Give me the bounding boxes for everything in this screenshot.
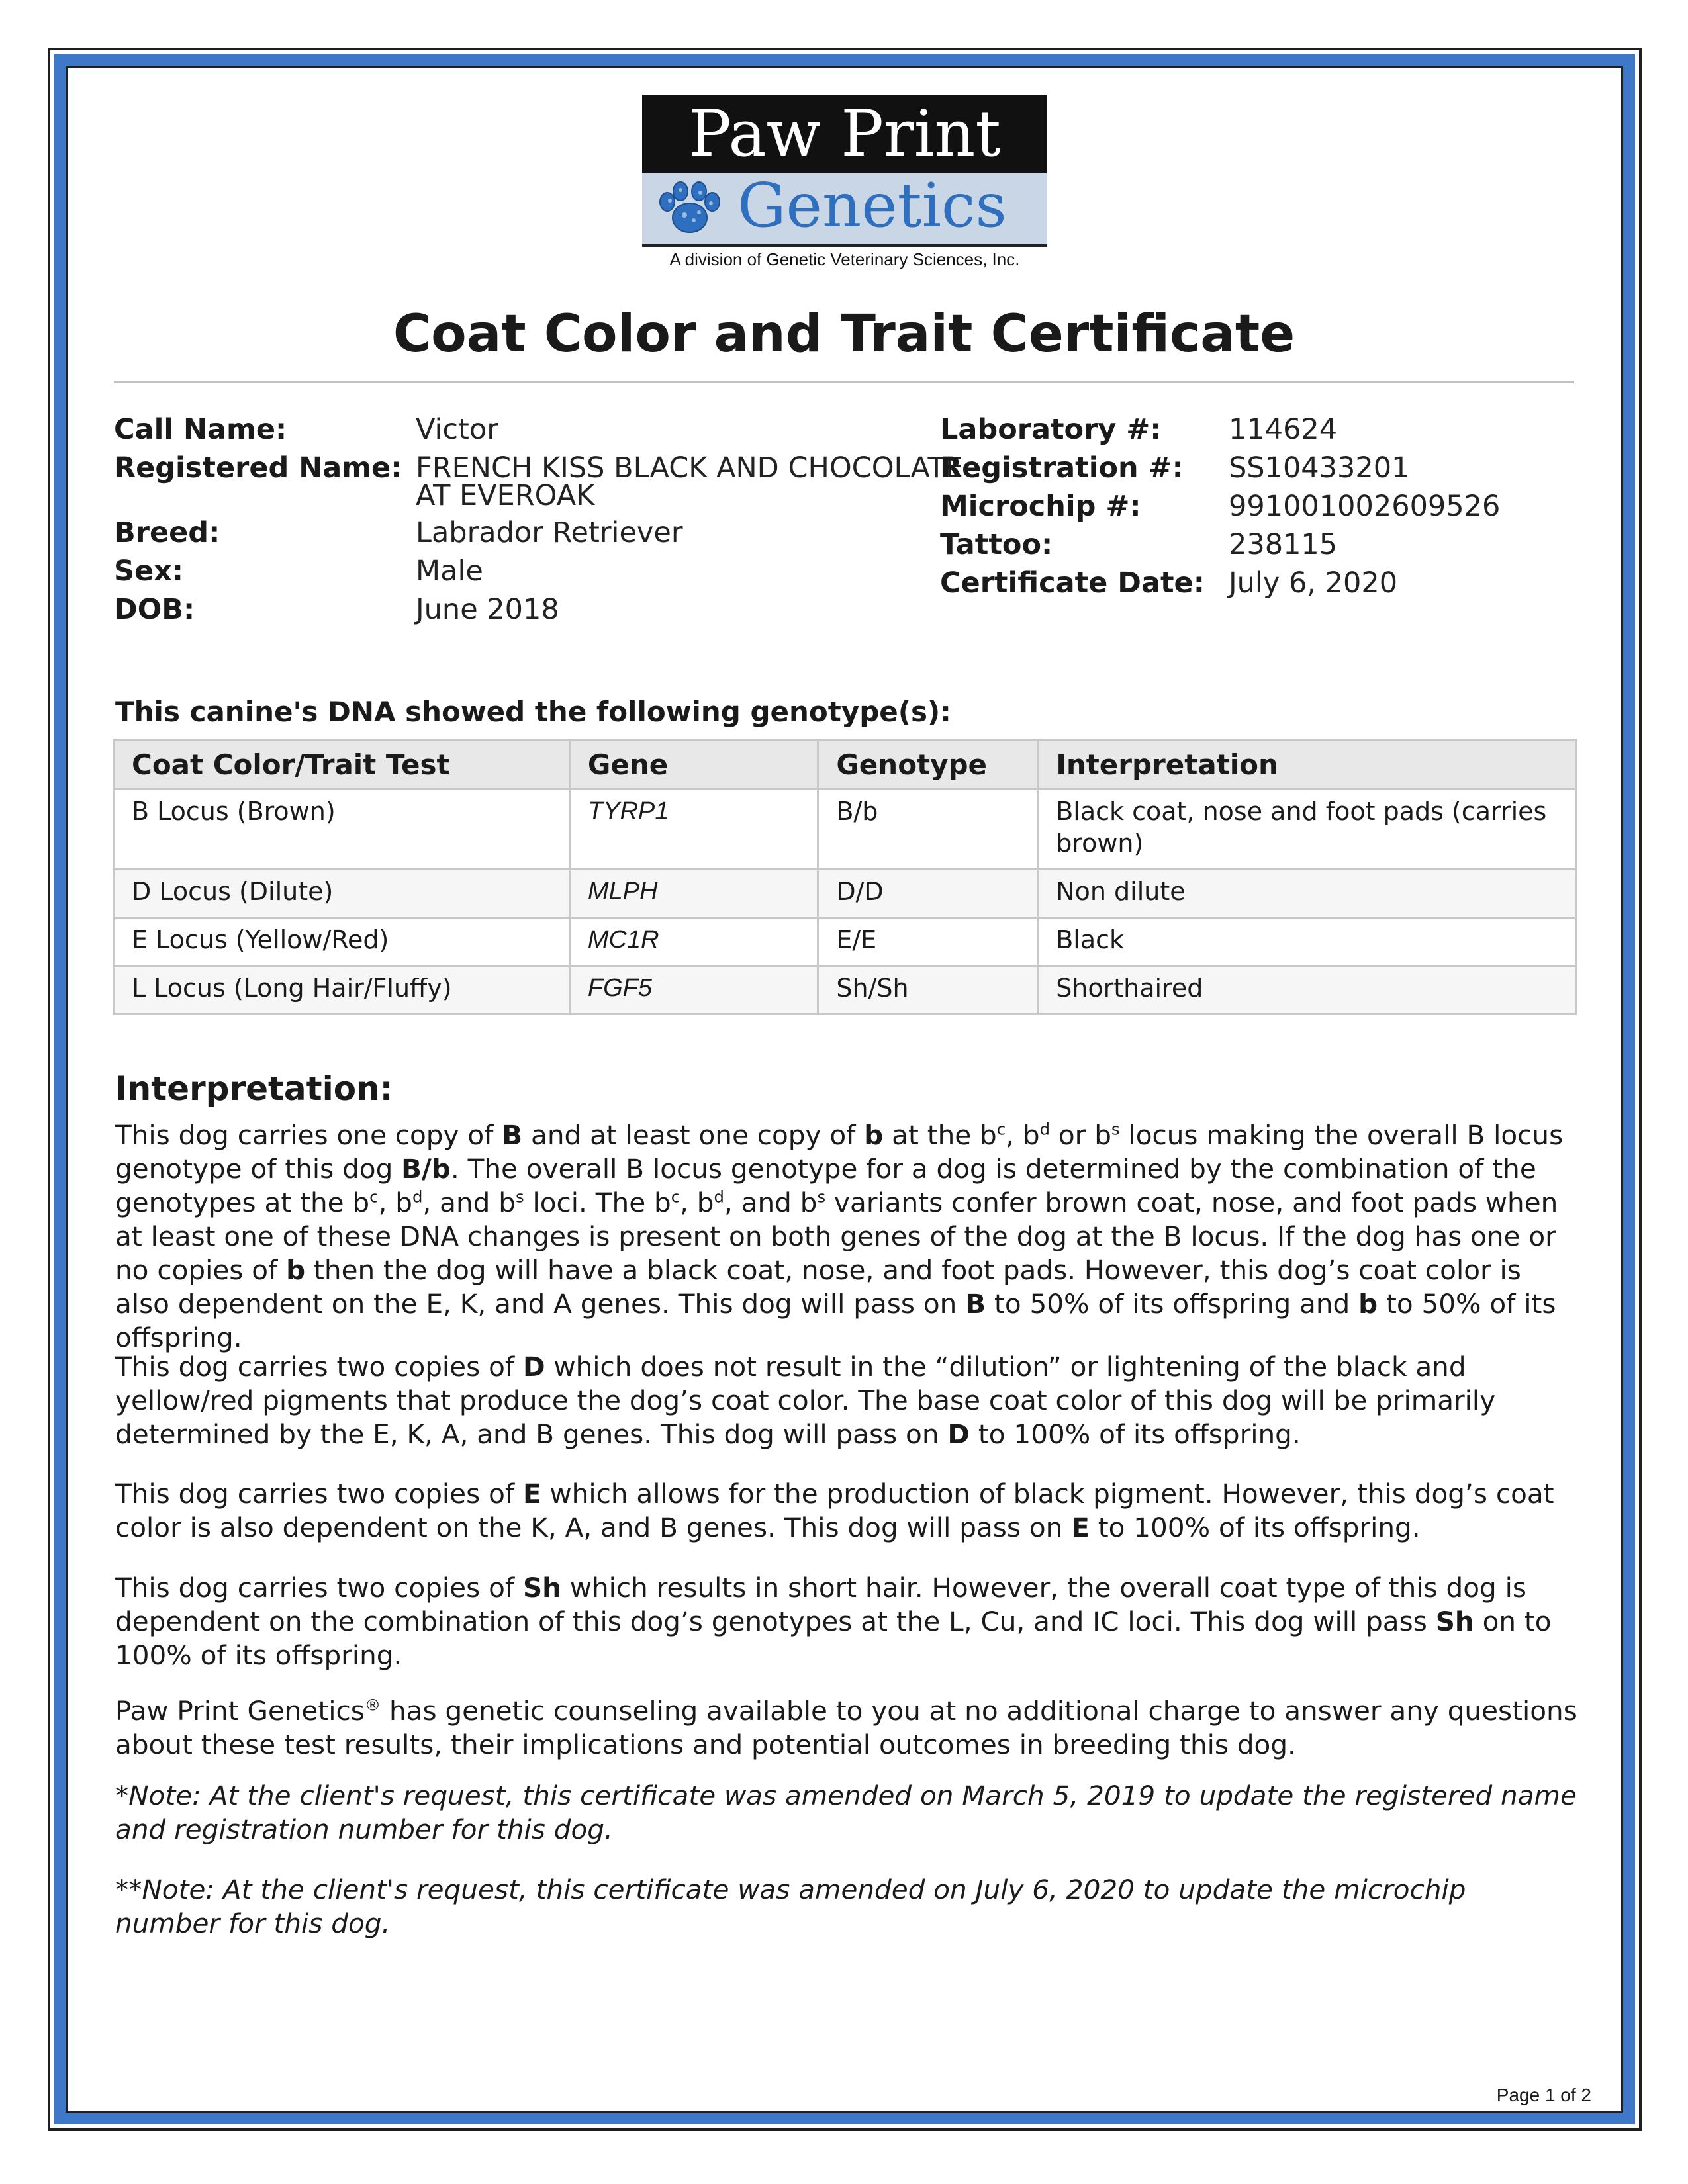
header-test: Coat Color/Trait Test	[114, 740, 570, 790]
registered-name-line1: FRENCH KISS BLACK AND CHOCOLATE	[416, 451, 963, 484]
interpretation-paragraph-b-locus: This dog carries one copy of B and at least one copy of b at the $b^c$, $b^d$ or $b^s$ locus making the overall B locus genotype of this dog B/b. The overall B locus genotype for a dog is determined by the combination of the genotypes at the $b^c$, $b^d$, and $b^s$ loci. The $b^c$, $b^d$, and $b^s$ variants confer brown coat, nose, and foot pads when at least one of these DNA changes is present on both genes of the dog at the B locus. If the dog has one or no copies of b then the dog will have a black coat, nose, and foot pads. However, this dog’s coat color is also dependent on the E, K, and A genes. This dog will pass on B to 50% of its offspring and b to 50% of its offspring.	[115, 1119, 1564, 1353]
title-divider	[114, 381, 1574, 383]
tattoo-value: 238115	[1229, 528, 1338, 561]
lab-info-labels	[940, 410, 1205, 602]
dob-label: DOB:	[114, 593, 195, 626]
row-genotype: Sh/Sh	[818, 966, 1038, 1015]
paw-icon	[643, 173, 736, 244]
genotype-table	[113, 739, 1577, 1015]
laboratory-value: 114624	[1229, 413, 1338, 446]
breed-label: Breed:	[114, 516, 220, 549]
table-row	[114, 870, 1576, 918]
amendment-note-2: **Note: At the client's request, this certificate was amended on July 6, 2020 to update the microchip number for this dog.	[115, 1874, 1466, 1939]
row-test: E Locus (Yellow/Red)	[114, 918, 570, 966]
row-test: L Locus (Long Hair/Fluffy)	[114, 966, 570, 1015]
row-interpretation-line2: brown)	[1056, 829, 1144, 858]
microchip-value: 991001002609526	[1229, 490, 1501, 523]
row-interpretation-line1: Black coat, nose and foot pads (carries	[1056, 797, 1547, 826]
sex-value: Male	[416, 555, 483, 588]
breed-value: Labrador Retriever	[416, 516, 683, 549]
header-gene: Gene	[569, 740, 818, 790]
sex-label: Sex:	[114, 555, 184, 588]
row-genotype: B/b	[818, 790, 1038, 870]
interpretation-paragraph-d-locus: This dog carries two copies of D which does not result in the “dilution” or lightening of the black and yellow/red pigments that produce the dog’s coat color. The base coat color of this dog will be primarily determined by the E, K, A, and B genes. This dog will pass on D to 100% of its offspring.	[115, 1351, 1496, 1450]
interpretation-heading: Interpretation:	[115, 1069, 393, 1108]
interpretation-paragraph-e-locus: This dog carries two copies of E which allows for the production of black pigment. However, this dog’s coat color is also dependent on the K, A, and B genes. This dog will pass on E to 100% of its offspring.	[115, 1478, 1554, 1543]
row-gene: MC1R	[569, 918, 818, 966]
certificate-date-value: July 6, 2020	[1229, 567, 1398, 600]
registered-name-value	[416, 449, 963, 514]
registered-name-label: Registered Name:	[114, 451, 402, 484]
row-genotype: D/D	[818, 870, 1038, 918]
row-gene: TYRP1	[569, 790, 818, 870]
laboratory-label: Laboratory #:	[940, 413, 1162, 446]
genotype-heading: This canine's DNA showed the following genotype(s):	[115, 696, 951, 728]
certificate-date-label: Certificate Date:	[940, 567, 1205, 600]
logo-subtitle: A division of Genetic Veterinary Sciences, Inc.	[642, 244, 1047, 268]
call-name-label: Call Name:	[114, 413, 287, 446]
table-header-row	[114, 740, 1576, 790]
row-test: D Locus (Dilute)	[114, 870, 570, 918]
dob-value: June 2018	[416, 593, 559, 626]
header-genotype: Genotype	[818, 740, 1038, 790]
interpretation-paragraph-l-locus: This dog carries two copies of Sh which results in short hair. However, the overall coat type of this dog is dependent on the combination of this dog’s genotypes at the L, Cu, and IC loci. This dog will pass Sh on to 100% of its offspring.	[115, 1572, 1552, 1671]
genetic-counseling-paragraph: Paw Print Genetics® has genetic counseling available to you at no additional charge to answer any questions about these test results, their implications and potential outcomes in breeding this dog.	[115, 1695, 1577, 1760]
paw-print-genetics-logo	[642, 95, 1047, 273]
dog-info-labels	[114, 410, 402, 629]
row-genotype: E/E	[818, 918, 1038, 966]
row-interpretation: Shorthaired	[1038, 966, 1576, 1015]
registered-name-line2: AT EVEROAK	[416, 479, 595, 512]
logo-line1: Paw Print	[642, 95, 1047, 173]
table-row	[114, 966, 1576, 1015]
registration-value: SS10433201	[1229, 451, 1410, 484]
registration-label: Registration #:	[940, 451, 1184, 484]
row-test: B Locus (Brown)	[114, 790, 570, 870]
page-number: Page 1 of 2	[1496, 2085, 1591, 2105]
logo-line2: Genetics	[737, 170, 1007, 241]
row-interpretation: Black	[1038, 918, 1576, 966]
table-row	[114, 918, 1576, 966]
table-row	[114, 790, 1576, 870]
call-name-value: Victor	[416, 413, 498, 446]
row-interpretation	[1038, 790, 1576, 870]
microchip-label: Microchip #:	[940, 490, 1141, 523]
row-gene: FGF5	[569, 966, 818, 1015]
row-gene: MLPH	[569, 870, 818, 918]
dog-info-values	[416, 410, 963, 629]
certificate-title: Coat Color and Trait Certificate	[393, 304, 1295, 364]
header-interpretation: Interpretation	[1038, 740, 1576, 790]
amendment-note-1: *Note: At the client's request, this certificate was amended on March 5, 2019 to update the registered name and registration number for this dog.	[115, 1780, 1577, 1845]
tattoo-label: Tattoo:	[940, 528, 1053, 561]
lab-info-values	[1229, 410, 1500, 602]
row-interpretation: Non dilute	[1038, 870, 1576, 918]
